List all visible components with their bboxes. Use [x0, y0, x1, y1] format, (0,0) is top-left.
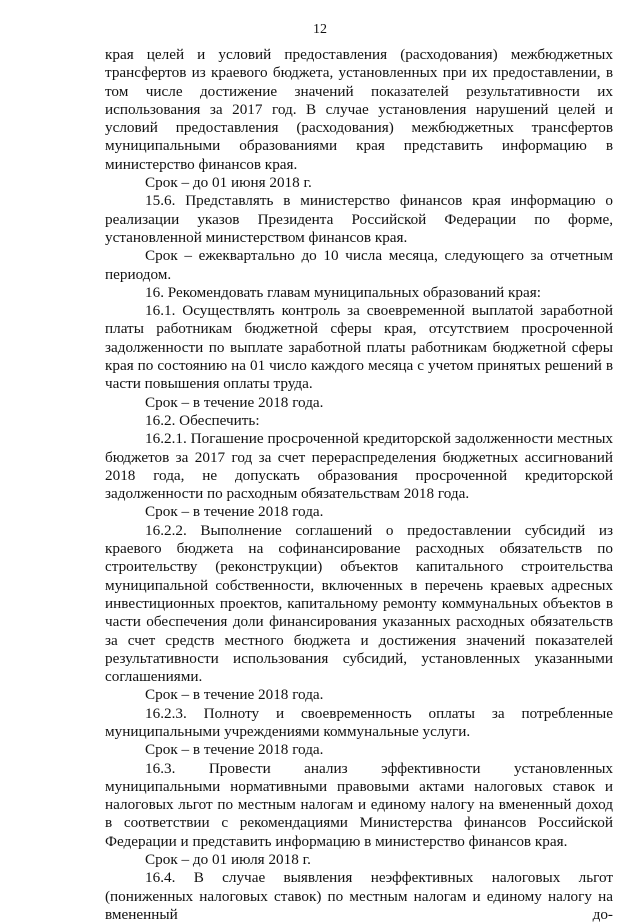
- deadline-line: Срок – в течение 2018 года.: [145, 393, 324, 411]
- document-body: [105, 46, 613, 924]
- section-heading: 16. Рекомендовать главам муниципальных образований края:: [145, 283, 541, 301]
- page-number: 12: [313, 22, 327, 37]
- paragraph: 15.6. Представлять в министерство финансов края информацию о реализации указов Президента Российской Федерации по форме, установленной министерством финансов края.: [105, 192, 613, 246]
- deadline-line: Срок – до 01 июня 2018 г.: [145, 174, 312, 192]
- paragraph: 16.2.2. Выполнение соглашений о предоставлении субсидий из краевого бюджета на софинансирование расходных обязательств по строительству (реконструкции) объектов капитального строительства муниципальной собственности, включенных в перечень краевых адресных инвестиционных проектов, капитальному ремонту коммунальных объектов в части обеспечения доли финансирования указанных расходных обязательств за счет средств местного бюджета и достижения значений показателей результативности использования субсидий, установленных указанными соглашениями.: [105, 521, 613, 686]
- paragraph: 16.2.3. Полноту и своевременность оплаты за потребленные муниципальными учреждениями коммунальные услуги.: [105, 704, 613, 740]
- paragraph: 16.2. Обеспечить:: [145, 411, 260, 429]
- paragraph: 16.3. Провести анализ эффективности установленных муниципальными нормативными правовыми актами налоговых ставок и налоговых льгот по местным налогам и единому налогу на вмененный доход в соответствии с рекомендациями Министерства финансов Российской Федерации и представить информацию в министерство финансов края.: [105, 759, 613, 850]
- deadline-line: Срок – в течение 2018 года.: [145, 503, 324, 521]
- paragraph: 16.1. Осуществлять контроль за своевременной выплатой заработной платы работникам бюджетной сферы края, отсутствием просроченной задолженности по выплате заработной платы работникам бюджетной сферы края по состоянию на 01 число каждого месяца с учетом принятых решений в части повышения оплаты труда.: [105, 302, 613, 393]
- paragraph: края целей и условий предоставления (расходования) межбюджетных трансфертов из краевого бюджета, установленных при их предоставлении, в том числе достижение значений показателей результативности их использования за 2017 год. В случае установления нарушений целей и условий предоставления (расходования) межбюджетных трансфертов муниципальными образованиями края представить информацию в министерство финансов края.: [105, 46, 613, 173]
- paragraph: 16.2.1. Погашение просроченной кредиторской задолженности местных бюджетов за 2017 год за счет перераспределения бюджетных ассигнований 2018 года, не допускать образования просроченной кредиторской задолженности по расходным обязательствам 2018 года.: [105, 430, 613, 503]
- deadline-line: Срок – в течение 2018 года.: [145, 741, 324, 759]
- deadline-line: Срок – до 01 июля 2018 г.: [145, 851, 311, 869]
- deadline-line: Срок – ежеквартально до 10 числа месяца, следующего за отчетным периодом.: [105, 247, 613, 283]
- deadline-line: Срок – в течение 2018 года.: [145, 686, 324, 704]
- paragraph: 16.4. В случае выявления неэффективных налоговых льгот (пониженных налоговых ставок) по местным налогам и единому налогу на вмененный до-: [105, 869, 613, 923]
